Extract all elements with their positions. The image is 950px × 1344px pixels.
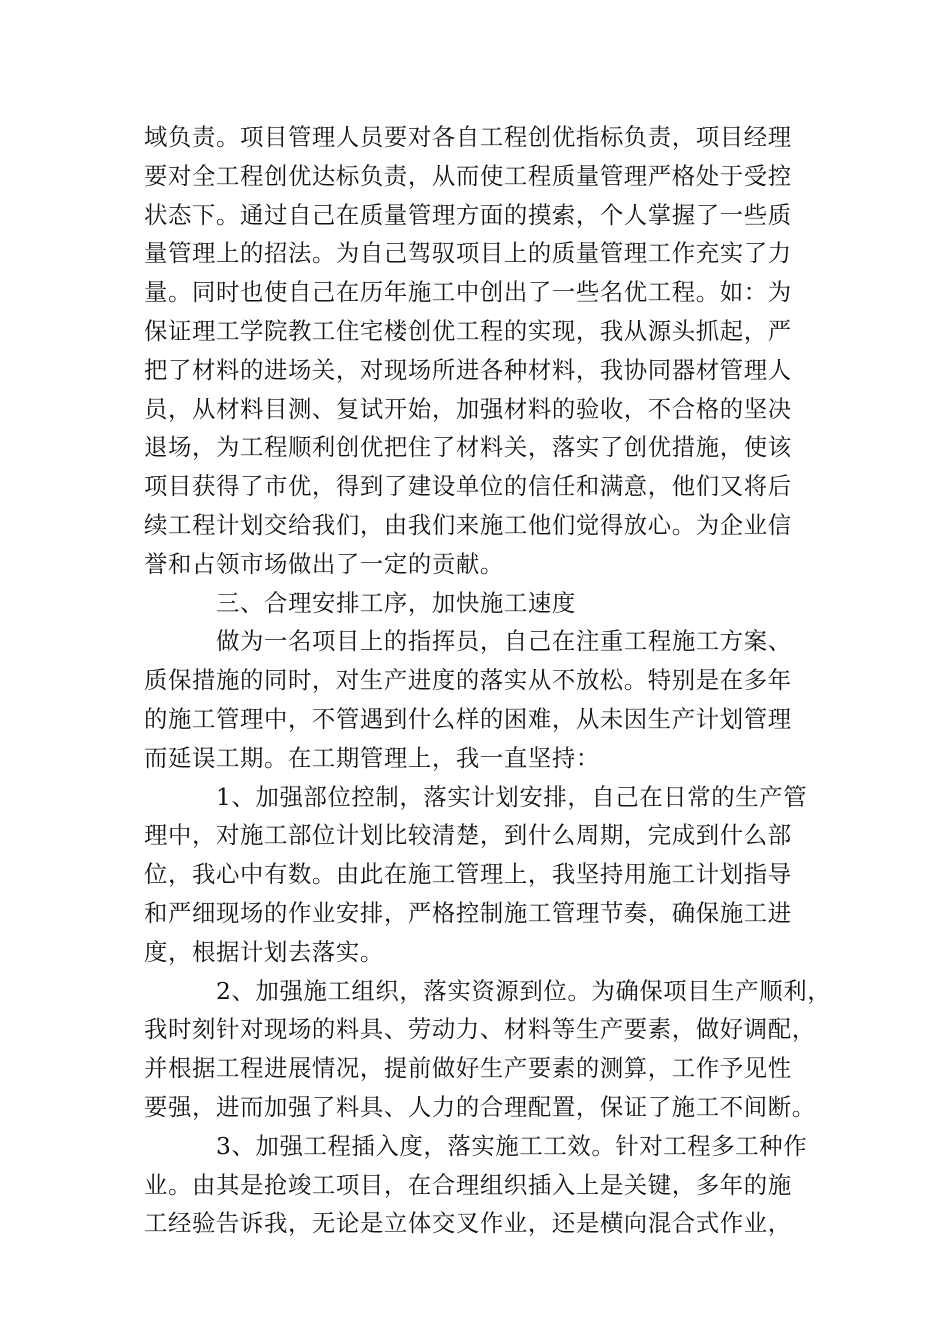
document-body xyxy=(144,118,832,1243)
text-line: 2、加强施工组织，落实资源到位。为确保项目生产顺利， xyxy=(216,976,832,1005)
text-line: 状态下。通过自己在质量管理方面的摸索，个人掌握了一些质 xyxy=(144,200,792,229)
text-line: 退场，为工程顺利创优把住了材料关，落实了创优措施，使该 xyxy=(144,433,792,462)
text-line: 续工程计划交给我们，由我们来施工他们觉得放心。为企业信 xyxy=(144,510,792,539)
text-line: 员，从材料目测、复试开始，加强材料的验收，不合格的坚决 xyxy=(144,394,792,423)
text-line: 量。同时也使自己在历年施工中创出了一些名优工程。如：为 xyxy=(144,278,792,307)
text-line: 项目获得了市优，得到了建设单位的信任和满意，他们又将后 xyxy=(144,472,792,501)
text-line: 我时刻针对现场的料具、劳动力、材料等生产要素，做好调配， xyxy=(144,1015,816,1044)
text-line: 1、加强部位控制，落实计划安排，自己在日常的生产管 xyxy=(216,782,808,811)
text-line: 三、合理安排工序，加快施工速度 xyxy=(216,588,576,617)
text-line: 工经验告诉我，无论是立体交叉作业，还是横向混合式作业， xyxy=(144,1209,792,1238)
text-line: 理中，对施工部位计划比较清楚，到什么周期，完成到什么部 xyxy=(144,821,792,850)
text-line: 域负责。项目管理人员要对各自工程创优指标负责，项目经理 xyxy=(144,123,792,151)
text-line: 质保措施的同时，对生产进度的落实从不放松。特别是在多年 xyxy=(144,666,792,695)
text-line: 而延误工期。在工期管理上，我一直坚持： xyxy=(144,743,600,772)
text-line: 誉和占领市场做出了一定的贡献。 xyxy=(144,549,504,578)
text-line: 并根据工程进展情况，提前做好生产要素的测算，工作予见性 xyxy=(144,1054,792,1083)
text-line: 位，我心中有数。由此在施工管理上，我坚持用施工计划指导 xyxy=(144,860,792,889)
text-line: 业。由其是抢竣工项目，在合理组织插入上是关键，多年的施 xyxy=(144,1170,792,1199)
text-line: 3、加强工程插入度，落实施工工效。针对工程多工种作 xyxy=(216,1131,808,1160)
text-line: 保证理工学院教工住宅楼创优工程的实现，我从源头抓起，严 xyxy=(144,316,792,345)
text-line: 量管理上的招法。为自己驾驭项目上的质量管理工作充实了力 xyxy=(144,239,792,268)
text-line: 要对全工程创优达标负责，从而使工程质量管理严格处于受控 xyxy=(144,161,792,190)
text-line: 和严细现场的作业安排，严格控制施工管理节奏，确保施工进 xyxy=(144,898,792,927)
text-line: 要强，进而加强了料具、人力的合理配置，保证了施工不间断。 xyxy=(144,1092,816,1121)
text-line: 把了材料的进场关，对现场所进各种材料，我协同器材管理人 xyxy=(144,355,792,384)
text-line: 度，根据计划去落实。 xyxy=(144,937,384,966)
text-line: 做为一名项目上的指挥员，自己在注重工程施工方案、 xyxy=(216,627,792,656)
text-line: 的施工管理中，不管遇到什么样的困难，从未因生产计划管理 xyxy=(144,704,792,733)
